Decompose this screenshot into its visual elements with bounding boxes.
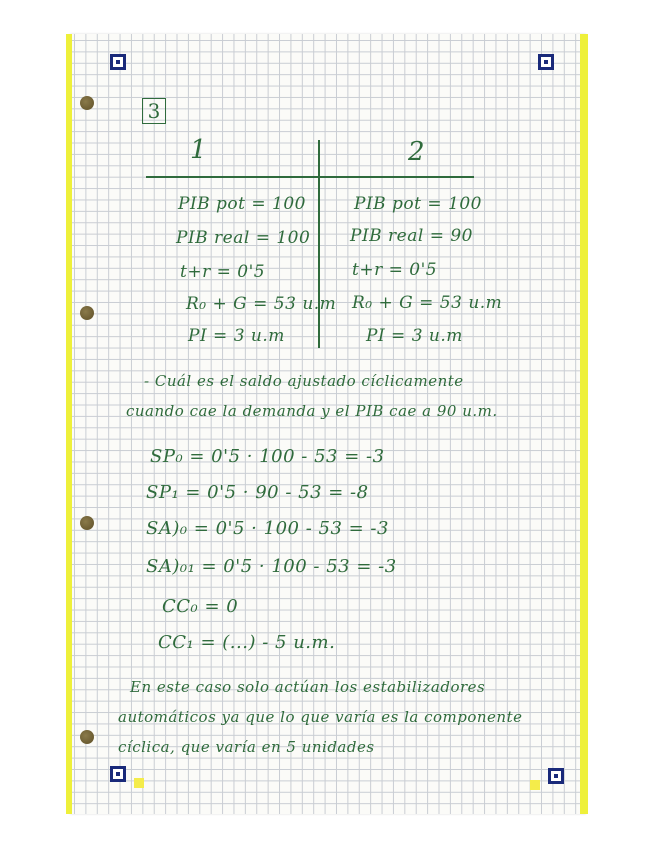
question-line: - Cuál es el saldo ajustado cíclicamente <box>144 372 464 390</box>
conclusion-line: automáticos ya que lo que varía es la componente <box>118 708 523 726</box>
question-line: cuando cae la demanda y el PIB cae a 90 u.m. <box>126 402 498 420</box>
col2-row: PIB pot = 100 <box>354 194 482 214</box>
yellow-square <box>134 778 144 788</box>
binder-hole <box>80 730 94 744</box>
table-vertical-line <box>318 140 320 348</box>
equation: SA)₀₁ = 0'5 · 100 - 53 = -3 <box>146 556 397 577</box>
col1-row: PI = 3 u.m <box>188 326 285 346</box>
corner-marker-icon <box>538 54 554 70</box>
binder-hole <box>80 306 94 320</box>
equation: CC₁ = (...) - 5 u.m. <box>158 632 336 653</box>
yellow-square <box>530 780 540 790</box>
equation: SP₀ = 0'5 · 100 - 53 = -3 <box>150 446 385 467</box>
binder-hole <box>80 96 94 110</box>
col1-row: t+r = 0'5 <box>180 262 266 282</box>
notebook-page <box>70 34 586 814</box>
equation: SP₁ = 0'5 · 90 - 53 = -8 <box>146 482 369 503</box>
col2-row: PIB real = 90 <box>350 226 473 246</box>
corner-marker-icon <box>110 766 126 782</box>
col2-row: R₀ + G = 53 u.m <box>352 293 503 313</box>
equation: SA)₀ = 0'5 · 100 - 53 = -3 <box>146 518 389 539</box>
corner-marker-icon <box>548 768 564 784</box>
exercise-number: 3 <box>142 98 166 124</box>
page-edge-left <box>66 34 72 814</box>
col2-header: 2 <box>408 137 426 167</box>
col1-row: PIB pot = 100 <box>178 194 306 214</box>
conclusion-line: En este caso solo actúan los estabilizadores <box>130 678 486 696</box>
page-edge-right <box>580 34 588 814</box>
corner-marker-icon <box>110 54 126 70</box>
table-horizontal-line <box>146 176 474 178</box>
col1-row: R₀ + G = 53 u.m <box>186 294 337 314</box>
col1-row: PIB real = 100 <box>176 228 311 248</box>
binder-hole <box>80 516 94 530</box>
col2-row: t+r = 0'5 <box>352 260 438 280</box>
col1-header: 1 <box>190 135 208 165</box>
col2-row: PI = 3 u.m <box>366 326 463 346</box>
equation: CC₀ = 0 <box>162 596 239 617</box>
conclusion-line: cíclica, que varía en 5 unidades <box>118 738 375 756</box>
